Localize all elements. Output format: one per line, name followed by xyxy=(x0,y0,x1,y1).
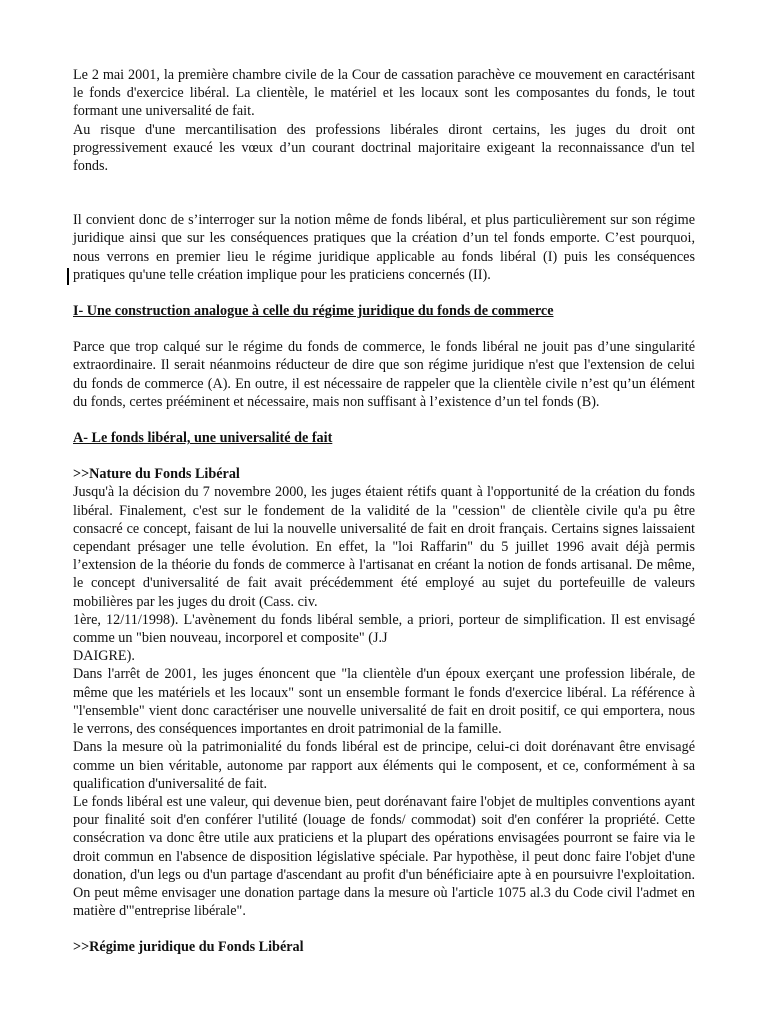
spacer xyxy=(73,920,695,938)
spacer xyxy=(73,175,695,211)
spacer xyxy=(73,284,695,302)
nature-paragraph-1-cont: 1ère, 12/11/1998). L'avènement du fonds libéral semble, a priori, porteur de simplification. Il est envisagé comme un "bien nouveau, incorporel et composite" (J.J xyxy=(73,611,695,647)
nature-paragraph-2: Dans l'arrêt de 2001, les juges énoncent que "la clientèle d'un époux exerçant une profession libérale, de même que les matériels et les locaux" sont un ensemble formant le fonds d'exercice libéral. La référence à "l'ensemble" vient donc caractériser une nouvelle universalité de fait en droit positif, ce qui emportera, nous le verrons, des conséquences importantes en droit patrimonial de la famille. xyxy=(73,666,695,738)
nature-paragraph-4: Le fonds libéral est une valeur, qui devenue bien, peut dorénavant faire l'objet de multiples conventions ayant pour finalité soit d'en conférer l'utilité (louage de fonds/ commodat) soit d'en conférer la propriété. Cette consécration va donc être utile aux praticiens et la plupart des opérations envisagées pourront se faire via le droit commun en l'absence de disposition législative spéciale. Par hypothèse, il peut donc faire l'objet d'une donation, d'un legs ou d'un partage d'ascendant au profit d'un bénéficiaire apte à en poursuivre l'exploitation. On peut même envisager une donation partage dans la mesure où l'article 1075 al.3 du Code civil l'admet en matière d'"entreprise libérale". xyxy=(73,793,695,920)
intro-paragraph-3: Il convient donc de s’interroger sur la notion même de fonds libéral, et plus particulièrement sur son régime juridique ainsi que sur les conséquences pratiques que la création d’un tel fonds emporte. C’est pourquoi, nous verrons en premier lieu le régime juridique applicable au fonds libéral (I) puis les conséquences pratiques qu'une telle création implique pour les praticiens concernés (II). xyxy=(73,212,695,283)
spacer xyxy=(73,411,695,429)
intro-paragraph-2: Au risque d'une mercantilisation des professions libérales diront certains, les juges du droit ont progressivement exaucé les vœux d’un courant doctrinal majoritaire exigeant la reconnaissance d'un tel fonds. xyxy=(73,121,695,175)
nature-subheading: >>Nature du Fonds Libéral xyxy=(73,466,240,483)
nature-paragraph-3: Dans la mesure où la patrimonialité du fonds libéral est de principe, celui-ci doit dorénavant être envisagé comme un bien véritable, autonome par rapport aux éléments qui le composent, et ce, conformément à sa qualification d'universalité de fait. xyxy=(73,739,695,792)
spacer xyxy=(73,320,695,338)
regime-subheading: >>Régime juridique du Fonds Libéral xyxy=(73,939,304,956)
nature-paragraph-1: Jusqu'à la décision du 7 novembre 2000, les juges étaient rétifs quant à l'opportunité de la création du fonds libéral. Finalement, c'est sur le fondement de la validité de la "cession" de clientèle civile qu'a pu être consacré ce concept, faisant de lui la nouvelle universalité de fait en droit français. Certains signes laissaient cependant présager une telle évolution. En effet, la "loi Raffarin" du 5 juillet 1996 avait déjà permis l’extension de la théorie du fonds de commerce à l'artisanat en créant la notion de fonds artisanal. De même, le concept d'universalité de fait avait précédemment été employé au sujet du portefeuille de valeurs mobilières par les juges du droit (Cass. civ. xyxy=(73,484,695,610)
section-1-paragraph: Parce que trop calqué sur le régime du fonds de commerce, le fonds libéral ne jouit pas d’une singularité extraordinaire. Il serait néanmoins réducteur de dire que son régime juridique n'est que l'extension de celui du fonds de commerce (A). En outre, il est nécessaire de rappeler que la clientèle civile n’est qu’un élément du fonds, certes prééminent et nécessaire, mais non suffisant à l’existence d’un tel fonds (B). xyxy=(73,339,695,410)
spacer xyxy=(73,447,695,465)
section-1-heading: I- Une construction analogue à celle du régime juridique du fonds de commerce xyxy=(73,303,554,320)
text-cursor xyxy=(67,268,69,285)
nature-paragraph-1-end: DAIGRE). xyxy=(73,648,135,665)
section-a-heading: A- Le fonds libéral, une universalité de fait xyxy=(73,430,333,447)
intro-paragraph-1: Le 2 mai 2001, la première chambre civile de la Cour de cassation parachève ce mouvement en caractérisant le fonds d'exercice libéral. La clientèle, le matériel et les locaux sont les composantes du fonds, le tout formant une universalité de fait. xyxy=(73,67,695,120)
